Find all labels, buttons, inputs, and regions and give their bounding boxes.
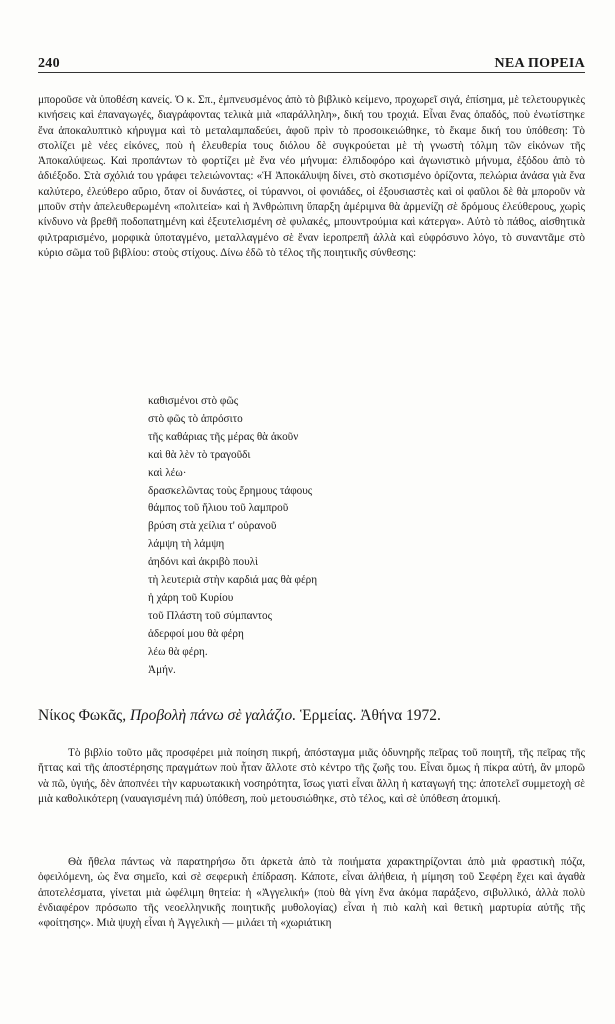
poem-line: δρασκελῶντας τοὺς ἔρημους τάφους [148,484,313,497]
poem-line: λέω θὰ φέρη. [148,645,208,658]
poem-line: τῆς καθάριας τῆς μέρας θὰ ἀκοῦν [148,430,299,443]
poem-line: Ἀμήν. [148,663,176,676]
poem-line: τὴ λευτεριὰ στὴν καρδιά μας θὰ φέρη [148,574,318,587]
header-rule [38,72,585,73]
poem-line: καὶ θὰ λὲν τὸ τραγοῦδι [148,448,251,461]
poem-line: τοῦ Πλάστη τοῦ σύμπαντος [148,609,273,622]
reviewed-book-title: Προβολὴ πάνω σὲ γαλάζιο. [129,707,297,724]
poem-excerpt [148,393,548,680]
poem-line: καθισμένοι στὸ φῶς [148,395,239,407]
poem-line: θάμπος τοῦ ἥλιου τοῦ λαμπροῦ [148,502,289,515]
book-review-heading [38,706,598,726]
poem-line: ἀηδόνι καὶ ἀκριβὸ πουλὶ [148,556,259,569]
page-number: 240 [38,56,60,71]
publication-info: Ἑρμείας. Ἀθήνα 1972. [299,707,441,724]
review-paragraph: Θὰ ἤθελα πάντως νὰ παρατηρήσω ὅτι ἀρκετὰ ἀπὸ τὰ ποιήματα χαρακτηρίζονται ἀπὸ μιὰ φραστικὴ πόζα, ὀφειλόμενη, ὡς ἕνα σημεῖο, καὶ σὲ σεφερικὴ ἐπίδραση. Κάποτε, εἶναι ἀλήθεια, ἡ μίμηση τοῦ Σεφέρη ἔχει καὶ ἀγαθὰ ἀποτελέσματα, γίνεται μιὰ ὠφέλιμη θητεία: ἡ «Ἀγγελική» (ποὺ θὰ γίνη ἕνα ἀκόμα παράξενο, σιβυλλικό, ἀλλὰ πολὺ ἐνδιαφέρον πρόσωπο τῆς νεοελληνικῆς ποιητικῆς μυθολογίας) εἶναι ἡ πιὸ καλὴ καὶ θετικὴ μαρτυρία αὐτῆς τῆς «φοίτησης». Μιὰ ψυχὴ εἶναι ἡ Ἀγγελικὴ — μιλάει τὴ «χωριάτικη [38,856,585,930]
poem-line: λάμψη τὴ λάμψη [148,538,225,551]
poem-line: στὸ φῶς τὸ ἀπρόσιτο [148,412,243,425]
running-head [38,44,585,71]
poem-line: καὶ λέω· [148,466,187,479]
review-paragraph: μποροῦσε νὰ ὑποθέση κανείς. Ὁ κ. Σπ., ἐμπνευσμένος ἀπὸ τὸ βιβλικὸ κείμενο, προχωρεῖ σιγά, ἐπίσημα, μὲ τελετουργικὲς κινήσεις καὶ ἐπαναγωγές, διαγράφοντας τελικὰ μιὰ «παράλληλη», δική του τροχιά. Εἶναι ἕνας ὀπαδός, ποὺ ἐνωτίστηκε ἕνα ἀποκαλυπτικὸ κήρυγμα καὶ τὸ μεταλαμπαδεύει, ἀφοῦ πρὶν τὸ προσοικειώθηκε, τὸ ἔκαμε δική του ὑπόθεση: Τὸ στολίζει μὲ νέες εἰκόνες, ποὺ ἡ ἐλευθερία τους διόλου δὲ συγκρούεται μὲ τὴ γνωστὴ τόλμη τῶν εἰκόνων τῆς Ἀποκαλύψεως. Καὶ προπάντων τὸ φορτίζει μὲ ἕνα νέο μήνυμα: ἐλπιδοφόρο καὶ ἀγωνιστικὸ μήνυμα, ἐξόδου ἀπὸ τὸ ἀδιέξοδο. Στὰ σχόλιά του γράφει τελειώνοντας: «Ἡ Ἀποκάλυψη δίνει, στὸ σκοτισμένο ὁρίζοντα, πελώρια ἀνάσα γιὰ ἕνα καλύτερο, ἐλεύθερο αὔριο, ὅταν οἱ δυνάστες, οἱ τύραννοι, οἱ φονιάδες, οἱ ἐξουσιαστὲς καὶ οἱ φαῦλοι δὲ θὰ μποροῦν νὰ μποῦν στὴν ἀπελευθερωμένη «πολιτεία» καὶ ἡ Ἀνθρώπινη ὕπαρξη ἀμέριμνα θὰ ἁρμενίζη σὲ δρόμους ἐλεύθερους, χωρὶς κίνδυνο νὰ βρεθῆ ποδοπατημένη καὶ ἐξευτελισμένη σὲ φυλακές, μπουντρούμια καὶ κάτεργα». Αὐτὸ τὸ πάθος, αἰσθητικὰ φιλτραρισμένο, μορφικὰ ὑποταγμένο, μεταλλαγμένο σὲ ἕναν ἱεροπρεπῆ ἀλλὰ καὶ εὐφρόσυνο λόγο, τὸ συναντᾶμε στὸ κύριο σῶμα τοῦ βιβλίου: στοὺς στίχους. Δίνω ἐδῶ τὸ τέλος τῆς ποιητικῆς σύνθεσης: [38,94,585,259]
review-paragraph: Τὸ βιβλίο τοῦτο μᾶς προσφέρει μιὰ ποίηση πικρή, ἀπόσταγμα μιᾶς ὀδυνηρῆς πεῖρας τοῦ ποιητῆ, τῆς πεῖρας τῆς ἥττας καὶ τῆς ἀποστέρησης πραγμάτων ποὺ ἦταν ἄλλοτε στὸ κέντρο τῆς ζωῆς του. Εἶναι ὅμως ἡ πίκρα αὐτή, ἂν μπορῶ νὰ πῶ, ὑγιής, δὲν ἀποπνέει τὴν καρυωτακικὴ νοσηρότητα, ἴσως γιατὶ εἶναι ἄλλη ἡ καταγωγή της: ἀποτελεῖ συμμετοχὴ σὲ μιὰ καθολικότερη (ναυαγισμένη πιά) ὑπόθεση, ποὺ μετουσιώθηκε, στὸ τέλος, καὶ σὲ ὑπόθεση ἀτομική. [38,747,585,805]
poem-line: βρύση στὰ χείλια τ' οὐρανοῦ [148,520,277,533]
reviewed-author: Νίκος Φωκᾶς, [38,707,127,724]
journal-title: ΝΕΑ ΠΟΡΕΙΑ [494,56,585,71]
poem-line: ἀδερφοί μου θὰ φέρη [148,627,244,640]
poem-line: ἡ χάρη τοῦ Κυρίου [148,591,234,604]
